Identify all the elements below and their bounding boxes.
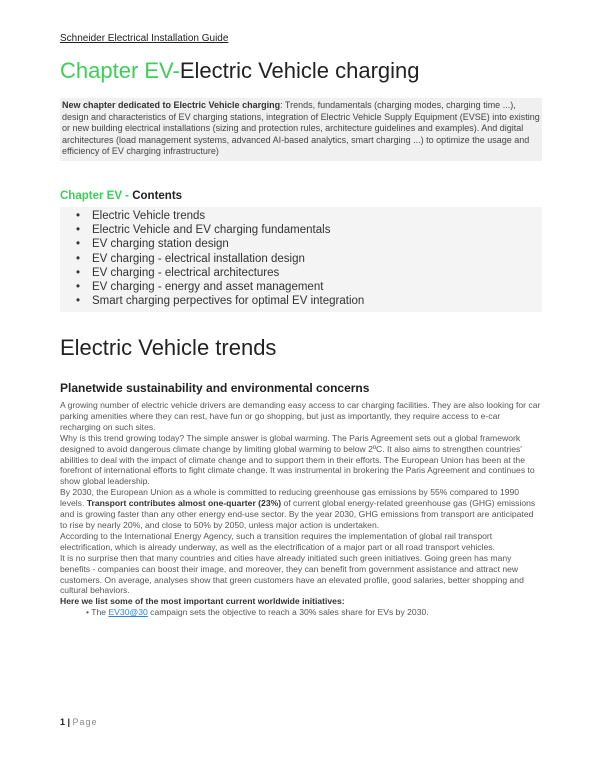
- paragraph: According to the International Energy Agency, such a transition requires the implementation of global rail transport electrification, which is already underway, as well as the electrification of a major part or all road transport vehicles.: [60, 530, 495, 552]
- section-body: [60, 400, 542, 618]
- contents-item-label: EV charging station design: [92, 238, 229, 251]
- paragraph-text: By 2030, the European Union as a whole is committed to reducing greenhouse gas emissions by 55% compared to 1990 levels.: [60, 487, 520, 509]
- contents-item[interactable]: [76, 252, 542, 266]
- contents-list: [60, 209, 542, 308]
- ev30-link[interactable]: EV30@30: [108, 607, 148, 618]
- bullet-icon: •: [76, 281, 81, 294]
- contents-item[interactable]: [76, 237, 542, 251]
- contents-heading-accent: Chapter EV -: [60, 190, 133, 202]
- paragraph-bold: Here we list some of the most important current worldwide initiatives:: [60, 596, 345, 607]
- section-title: Electric Vehicle trends: [60, 335, 277, 360]
- bullet-icon: •: [76, 252, 81, 265]
- contents-item-label: EV charging - electrical installation design: [92, 252, 305, 265]
- bullet-icon: •: [86, 607, 92, 618]
- paragraph: [60, 596, 542, 607]
- initiatives-list: [60, 607, 542, 618]
- contents-item-label: Electric Vehicle and EV charging fundamentals: [92, 224, 331, 237]
- chapter-title-accent: Chapter EV-: [60, 58, 180, 83]
- contents-item-label: EV charging - electrical architectures: [92, 266, 280, 279]
- paragraph: A growing number of electric vehicle drivers are demanding easy access to car charging facilities. They are also looking for car parking amenities where they can rest, have fun or go shopping, but just as importantly, they require access to e-car recharging on such sites.: [60, 400, 541, 432]
- paragraph: [60, 487, 542, 531]
- contents-item[interactable]: [76, 223, 542, 237]
- contents-item-label: Smart charging perpectives for optimal EV integration: [92, 295, 365, 308]
- paragraph: It is no surprise then that many countries and cities have already initiated such green initiatives. Going green has many benefits - companies can boost their image, and moreover, they can benefit from government assistance and attract new customers. On average, analyses show that green customers have an elevated profile, good salaries, better shopping and cultural behaviors.: [60, 552, 524, 596]
- contents-item[interactable]: [76, 294, 542, 308]
- intro-box: [60, 98, 542, 161]
- contents-item[interactable]: [76, 266, 542, 280]
- bullet-icon: •: [76, 210, 81, 222]
- initiative-suffix: campaign sets the objective to reach a 30% sales share for EVs by 2030.: [147, 607, 429, 618]
- contents-heading-main: Contents: [132, 190, 183, 202]
- initiative-prefix: The: [91, 607, 109, 618]
- bullet-icon: •: [76, 295, 81, 308]
- contents-box: [60, 207, 542, 312]
- section-subheading: Planetwide sustainability and environmental concerns: [60, 381, 370, 395]
- bullet-icon: •: [76, 266, 81, 279]
- intro-lead: New chapter dedicated to Electric Vehicle charging: [62, 100, 281, 110]
- chapter-title: [60, 58, 420, 84]
- contents-item-label: Electric Vehicle trends: [92, 210, 206, 222]
- contents-heading: [60, 190, 182, 202]
- initiative-item: [86, 607, 542, 618]
- bullet-icon: •: [76, 224, 81, 237]
- bullet-icon: •: [76, 238, 81, 251]
- paragraph: Why is this trend growing today? The simple answer is global warming. The Paris Agreement sets out a global framework designed to avoid dangerous climate change by limiting global warming to below 2ºC. It also aims to strengthen countries' abilities to deal with the impact of climate change and to support them in their efforts. The European Union has been at the forefront of international efforts to fight climate change. It was instrumental in brokering the Paris Agreement and continues to show global leadership.: [60, 432, 535, 487]
- contents-item-label: EV charging - energy and asset management: [92, 281, 324, 294]
- intro-text: : Trends, fundamentals (charging modes, charging time ...), design and characteristics of EV charging stations, integration of Electric Vehicle Supply Equipment (EVSE) into existing or new building electrical installations (sizing and protection rules, architecture guidelines and examples). And digital architectures (load management systems, advanced AI-based analytics, smart charging ...) to optimize the usage and efficiency of EV charging infrastructure): [62, 100, 540, 156]
- paragraph-bold: Transport contributes almost one-quarter (23%): [86, 498, 282, 509]
- page-separator: |: [65, 717, 73, 727]
- paragraph-text: of current global energy-related greenhouse gas (GHG) emissions and is growing faster than any other energy end-use sector. By the year 2030, GHG emissions from transport are anticipated to rise by nearly 20%, and close to 50% by 2050, unless major action is undertaken.: [60, 498, 536, 530]
- page-footer: [60, 717, 98, 727]
- chapter-title-main: Electric Vehicle charging: [179, 58, 420, 83]
- page-number: 1: [60, 717, 66, 727]
- contents-item[interactable]: [76, 209, 542, 223]
- page-word: Page: [72, 717, 98, 727]
- page-header: Schneider Electrical Installation Guide: [60, 33, 229, 44]
- contents-item[interactable]: [76, 280, 542, 294]
